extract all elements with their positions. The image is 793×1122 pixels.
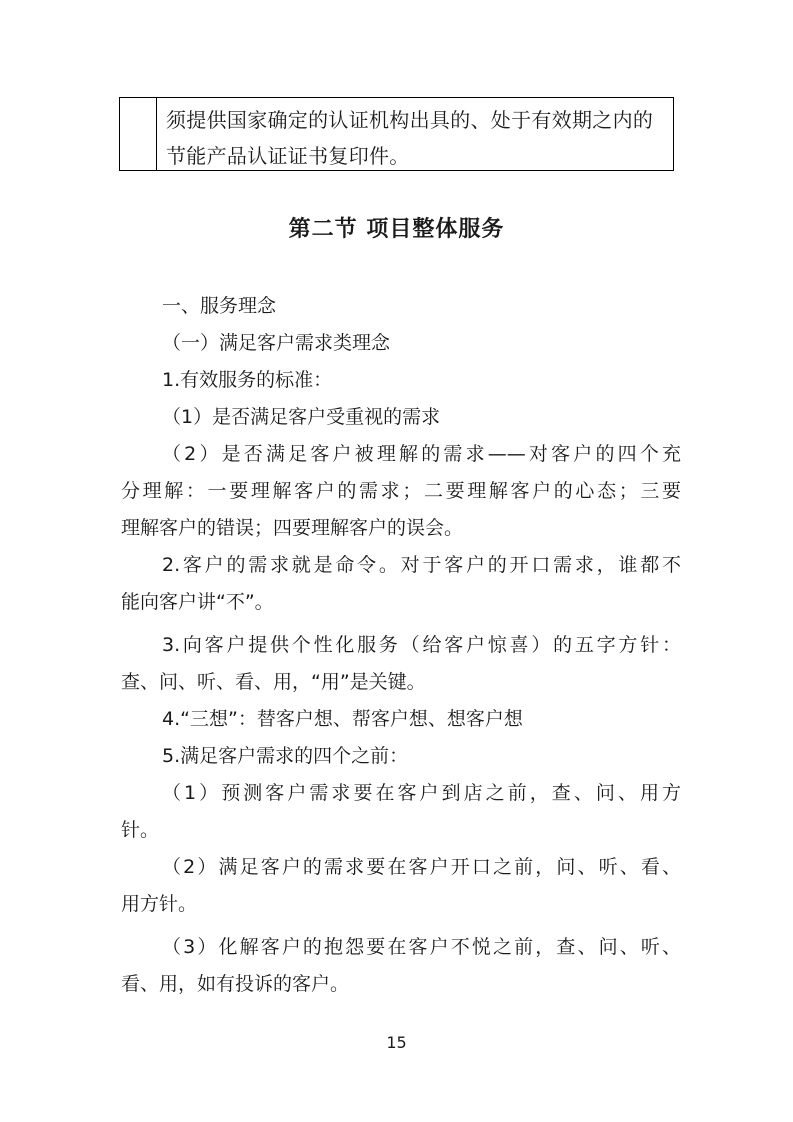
item-1-sub-2-line-3: 理解客户的错误；四要理解客户的误会。 (121, 517, 464, 539)
subheading-customer-needs: （一）满足客户需求类理念 (162, 332, 391, 354)
item-2-line-2: 能向客户讲“不”。 (121, 591, 274, 613)
item-5-sub-2-line-2: 用方针。 (121, 893, 198, 915)
item-5-sub-3-line-2: 看、用，如有投诉的客户。 (121, 973, 350, 995)
item-5-sub-1-line-2: 针。 (121, 819, 160, 841)
certificate-table (119, 97, 674, 171)
item-1: 1.有效服务的标准： (162, 369, 333, 391)
table-text-line-2: 节能产品认证证书复印件。 (166, 144, 410, 168)
page-number: 15 (386, 1033, 407, 1052)
table-text-line-1: 须提供国家确定的认证机构出具的、处于有效期之内的 (166, 108, 654, 132)
item-5: 5.满足客户需求的四个之前： (162, 745, 409, 767)
table-right-cell (157, 98, 673, 170)
item-5-sub-3-line-1: （3）化解客户的抱怨要在客户不悦之前，查、问、听、 (162, 936, 681, 958)
item-4: 4.“三想”：替客户想、帮客户想、想客户想 (162, 708, 523, 730)
item-2-line-1: 2.客户的需求就是命令。对于客户的开口需求，谁都不 (162, 554, 681, 576)
item-5-sub-2-line-1: （2）满足客户的需求要在客户开口之前，问、听、看、 (162, 856, 681, 878)
item-1-sub-2-line-2: 分理解：一要理解客户的需求；二要理解客户的心态；三要 (121, 480, 681, 502)
item-1-sub-1: （1）是否满足客户受重视的需求 (162, 406, 441, 428)
item-3-line-2: 查、问、听、看、用，“用”是关键。 (121, 671, 426, 693)
heading-service-philosophy: 一、服务理念 (162, 295, 277, 317)
item-3-line-1: 3.向客户提供个性化服务（给客户惊喜）的五字方针： (162, 634, 681, 656)
item-1-sub-2-line-1: （2）是否满足客户被理解的需求——对客户的四个充 (162, 443, 681, 465)
section-title: 第二节 项目整体服务 (288, 217, 505, 242)
table-left-cell (120, 98, 157, 170)
item-5-sub-1-line-1: （1）预测客户需求要在客户到店之前，查、问、用方 (162, 782, 681, 804)
